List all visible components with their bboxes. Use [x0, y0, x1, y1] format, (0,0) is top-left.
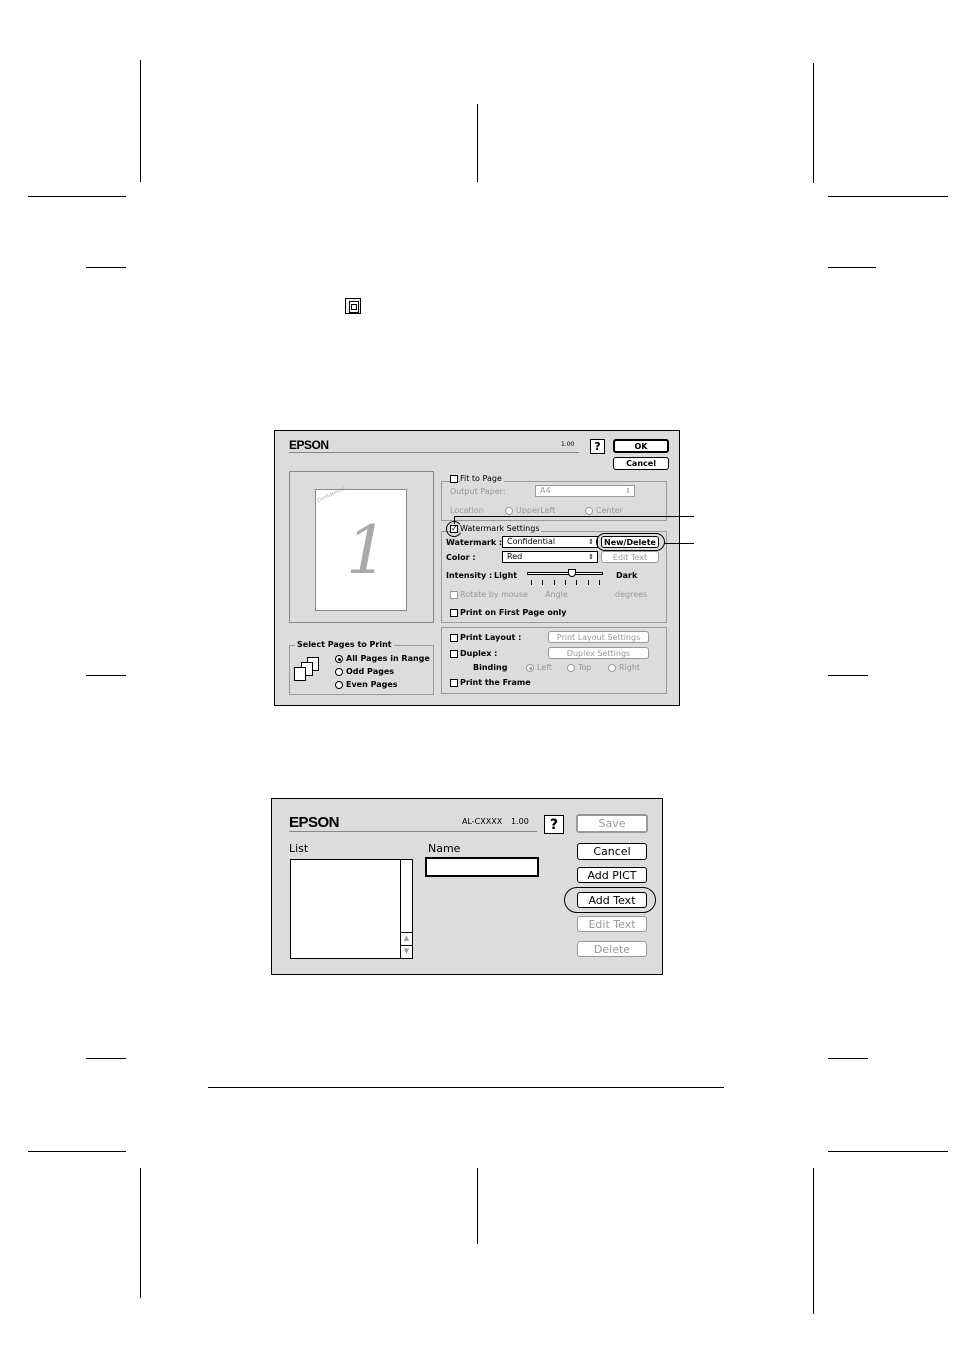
crop-mark	[828, 1058, 868, 1059]
intensity-slider[interactable]	[527, 569, 603, 587]
output-paper-label: Output Paper:	[450, 487, 506, 496]
watermark-dialog	[274, 430, 680, 706]
duplex-label: Duplex :	[460, 649, 498, 658]
fit-to-page-checkbox[interactable]	[450, 475, 458, 483]
list-label: List	[289, 842, 309, 855]
color-label: Color :	[446, 553, 476, 562]
rotate-by-mouse-label: Rotate by mouse	[460, 590, 528, 599]
crop-mark	[828, 675, 868, 676]
light-label: Light	[494, 571, 518, 580]
upperleft-radio[interactable]	[505, 507, 513, 515]
crop-mark	[28, 196, 126, 197]
output-paper-select[interactable]	[535, 485, 635, 497]
preview-page-number: 1	[346, 512, 388, 589]
preview-watermark: Confidential	[316, 485, 346, 505]
watermark-settings-checkbox[interactable]: ✓	[451, 524, 458, 533]
preview-panel	[289, 471, 434, 623]
slider-tick	[599, 580, 600, 585]
edit-text-button[interactable]: Edit Text	[601, 551, 659, 563]
crop-mark	[86, 675, 126, 676]
duplex-settings-button[interactable]: Duplex Settings	[548, 647, 649, 659]
add-text-callout	[564, 887, 656, 913]
all-pages-label: All Pages in Range	[346, 654, 430, 663]
crop-mark	[813, 1168, 814, 1314]
preview-page	[315, 485, 407, 611]
version-label: 1.00	[511, 817, 529, 826]
edit-text-button[interactable]: Edit Text	[577, 916, 647, 932]
rotate-by-mouse-checkbox[interactable]	[450, 591, 458, 599]
even-pages-radio[interactable]	[335, 681, 343, 689]
callout-leader	[454, 516, 455, 524]
name-label: Name	[428, 842, 461, 855]
new-delete-dialog	[271, 798, 663, 975]
watermark-value: Confidential	[507, 537, 556, 546]
color-select[interactable]	[502, 551, 598, 563]
delete-button[interactable]: Delete	[577, 941, 647, 957]
even-pages-label: Even Pages	[346, 680, 398, 689]
help-button[interactable]: ?	[590, 439, 605, 454]
slider-tick	[588, 580, 589, 585]
slider-tick	[554, 580, 555, 585]
crop-mark	[813, 63, 814, 183]
watermark-select[interactable]	[502, 536, 598, 548]
updown-arrow-icon: ⇕	[588, 538, 594, 546]
epson-logo: EPSON	[289, 814, 340, 831]
binding-right-radio[interactable]	[608, 664, 616, 672]
watermark-settings-label: Watermark Settings	[460, 524, 540, 533]
watermark-label: Watermark :	[446, 538, 503, 547]
callout-leader	[664, 543, 694, 544]
crop-mark	[86, 267, 126, 268]
epson-logo: EPSON	[289, 438, 329, 452]
name-input[interactable]	[425, 857, 539, 877]
ok-button[interactable]: OK	[613, 439, 669, 453]
crop-mark	[477, 104, 478, 182]
angle-label: Angle	[545, 590, 568, 599]
new-delete-button[interactable]: New/Delete	[601, 536, 659, 548]
select-pages-title: Select Pages to Print	[297, 640, 392, 649]
location-label: Location	[450, 506, 484, 515]
add-text-button[interactable]: Add Text	[577, 892, 647, 908]
updown-arrow-icon: ⇕	[625, 487, 631, 495]
crop-mark	[140, 1168, 141, 1298]
center-label: Center	[596, 506, 623, 515]
list-scrollbar[interactable]	[400, 860, 412, 958]
binding-top-label: Top	[578, 663, 592, 672]
crop-mark	[828, 196, 948, 197]
callout-leader	[454, 516, 694, 517]
center-radio[interactable]	[585, 507, 593, 515]
help-button[interactable]: ?	[544, 815, 564, 834]
header-rule	[289, 831, 537, 832]
slider-track	[527, 572, 603, 575]
degrees-label: degrees	[615, 590, 648, 599]
new-delete-callout	[596, 533, 665, 551]
odd-pages-radio[interactable]	[335, 668, 343, 676]
crop-mark	[477, 1168, 478, 1244]
odd-pages-label: Odd Pages	[346, 667, 394, 676]
output-paper-value: A4	[540, 486, 551, 495]
model-label: AL-CXXXX	[462, 817, 503, 826]
dark-label: Dark	[616, 571, 638, 580]
print-layout-settings-button[interactable]: Print Layout Settings	[548, 631, 649, 643]
layout-icon	[345, 298, 361, 314]
print-frame-checkbox[interactable]	[450, 679, 458, 687]
version-label: 1.00	[561, 441, 575, 448]
slider-tick	[565, 580, 566, 585]
scroll-up-icon[interactable]: ▲	[401, 932, 412, 945]
crop-mark	[28, 1151, 126, 1152]
pages-stack-icon	[291, 657, 325, 683]
scroll-down-icon[interactable]: ▼	[401, 945, 412, 958]
upperleft-label: UpperLeft	[516, 506, 556, 515]
updown-arrow-icon: ⇕	[588, 553, 594, 561]
footer-rule	[208, 1087, 724, 1088]
all-pages-radio[interactable]	[335, 655, 343, 663]
binding-top-radio[interactable]	[567, 664, 575, 672]
fit-to-page-label: Fit to Page	[460, 474, 502, 483]
cancel-button[interactable]: Cancel	[613, 457, 669, 470]
crop-mark	[828, 267, 876, 268]
add-pict-button[interactable]: Add PICT	[577, 867, 647, 883]
cancel-button[interactable]: Cancel	[577, 843, 647, 860]
print-frame-label: Print the Frame	[460, 678, 531, 687]
slider-thumb[interactable]	[568, 569, 576, 577]
color-value: Red	[507, 552, 523, 561]
binding-label: Binding	[473, 663, 508, 672]
crop-mark	[140, 60, 141, 182]
slider-tick	[542, 580, 543, 585]
first-page-only-label: Print on First Page only	[460, 608, 567, 617]
crop-mark	[828, 1151, 948, 1152]
binding-left-radio[interactable]	[526, 664, 534, 672]
slider-tick	[576, 580, 577, 585]
header-rule	[289, 452, 579, 453]
print-layout-label: Print Layout :	[460, 633, 522, 642]
print-layout-checkbox[interactable]	[450, 634, 458, 642]
binding-left-label: Left	[537, 663, 553, 672]
slider-tick	[531, 580, 532, 585]
watermark-list[interactable]	[290, 859, 413, 959]
save-button[interactable]: Save	[576, 814, 648, 833]
duplex-checkbox[interactable]	[450, 650, 458, 658]
first-page-only-checkbox[interactable]	[450, 609, 458, 617]
binding-right-label: Right	[619, 663, 641, 672]
crop-mark	[86, 1058, 126, 1059]
intensity-label: Intensity :	[446, 571, 493, 580]
